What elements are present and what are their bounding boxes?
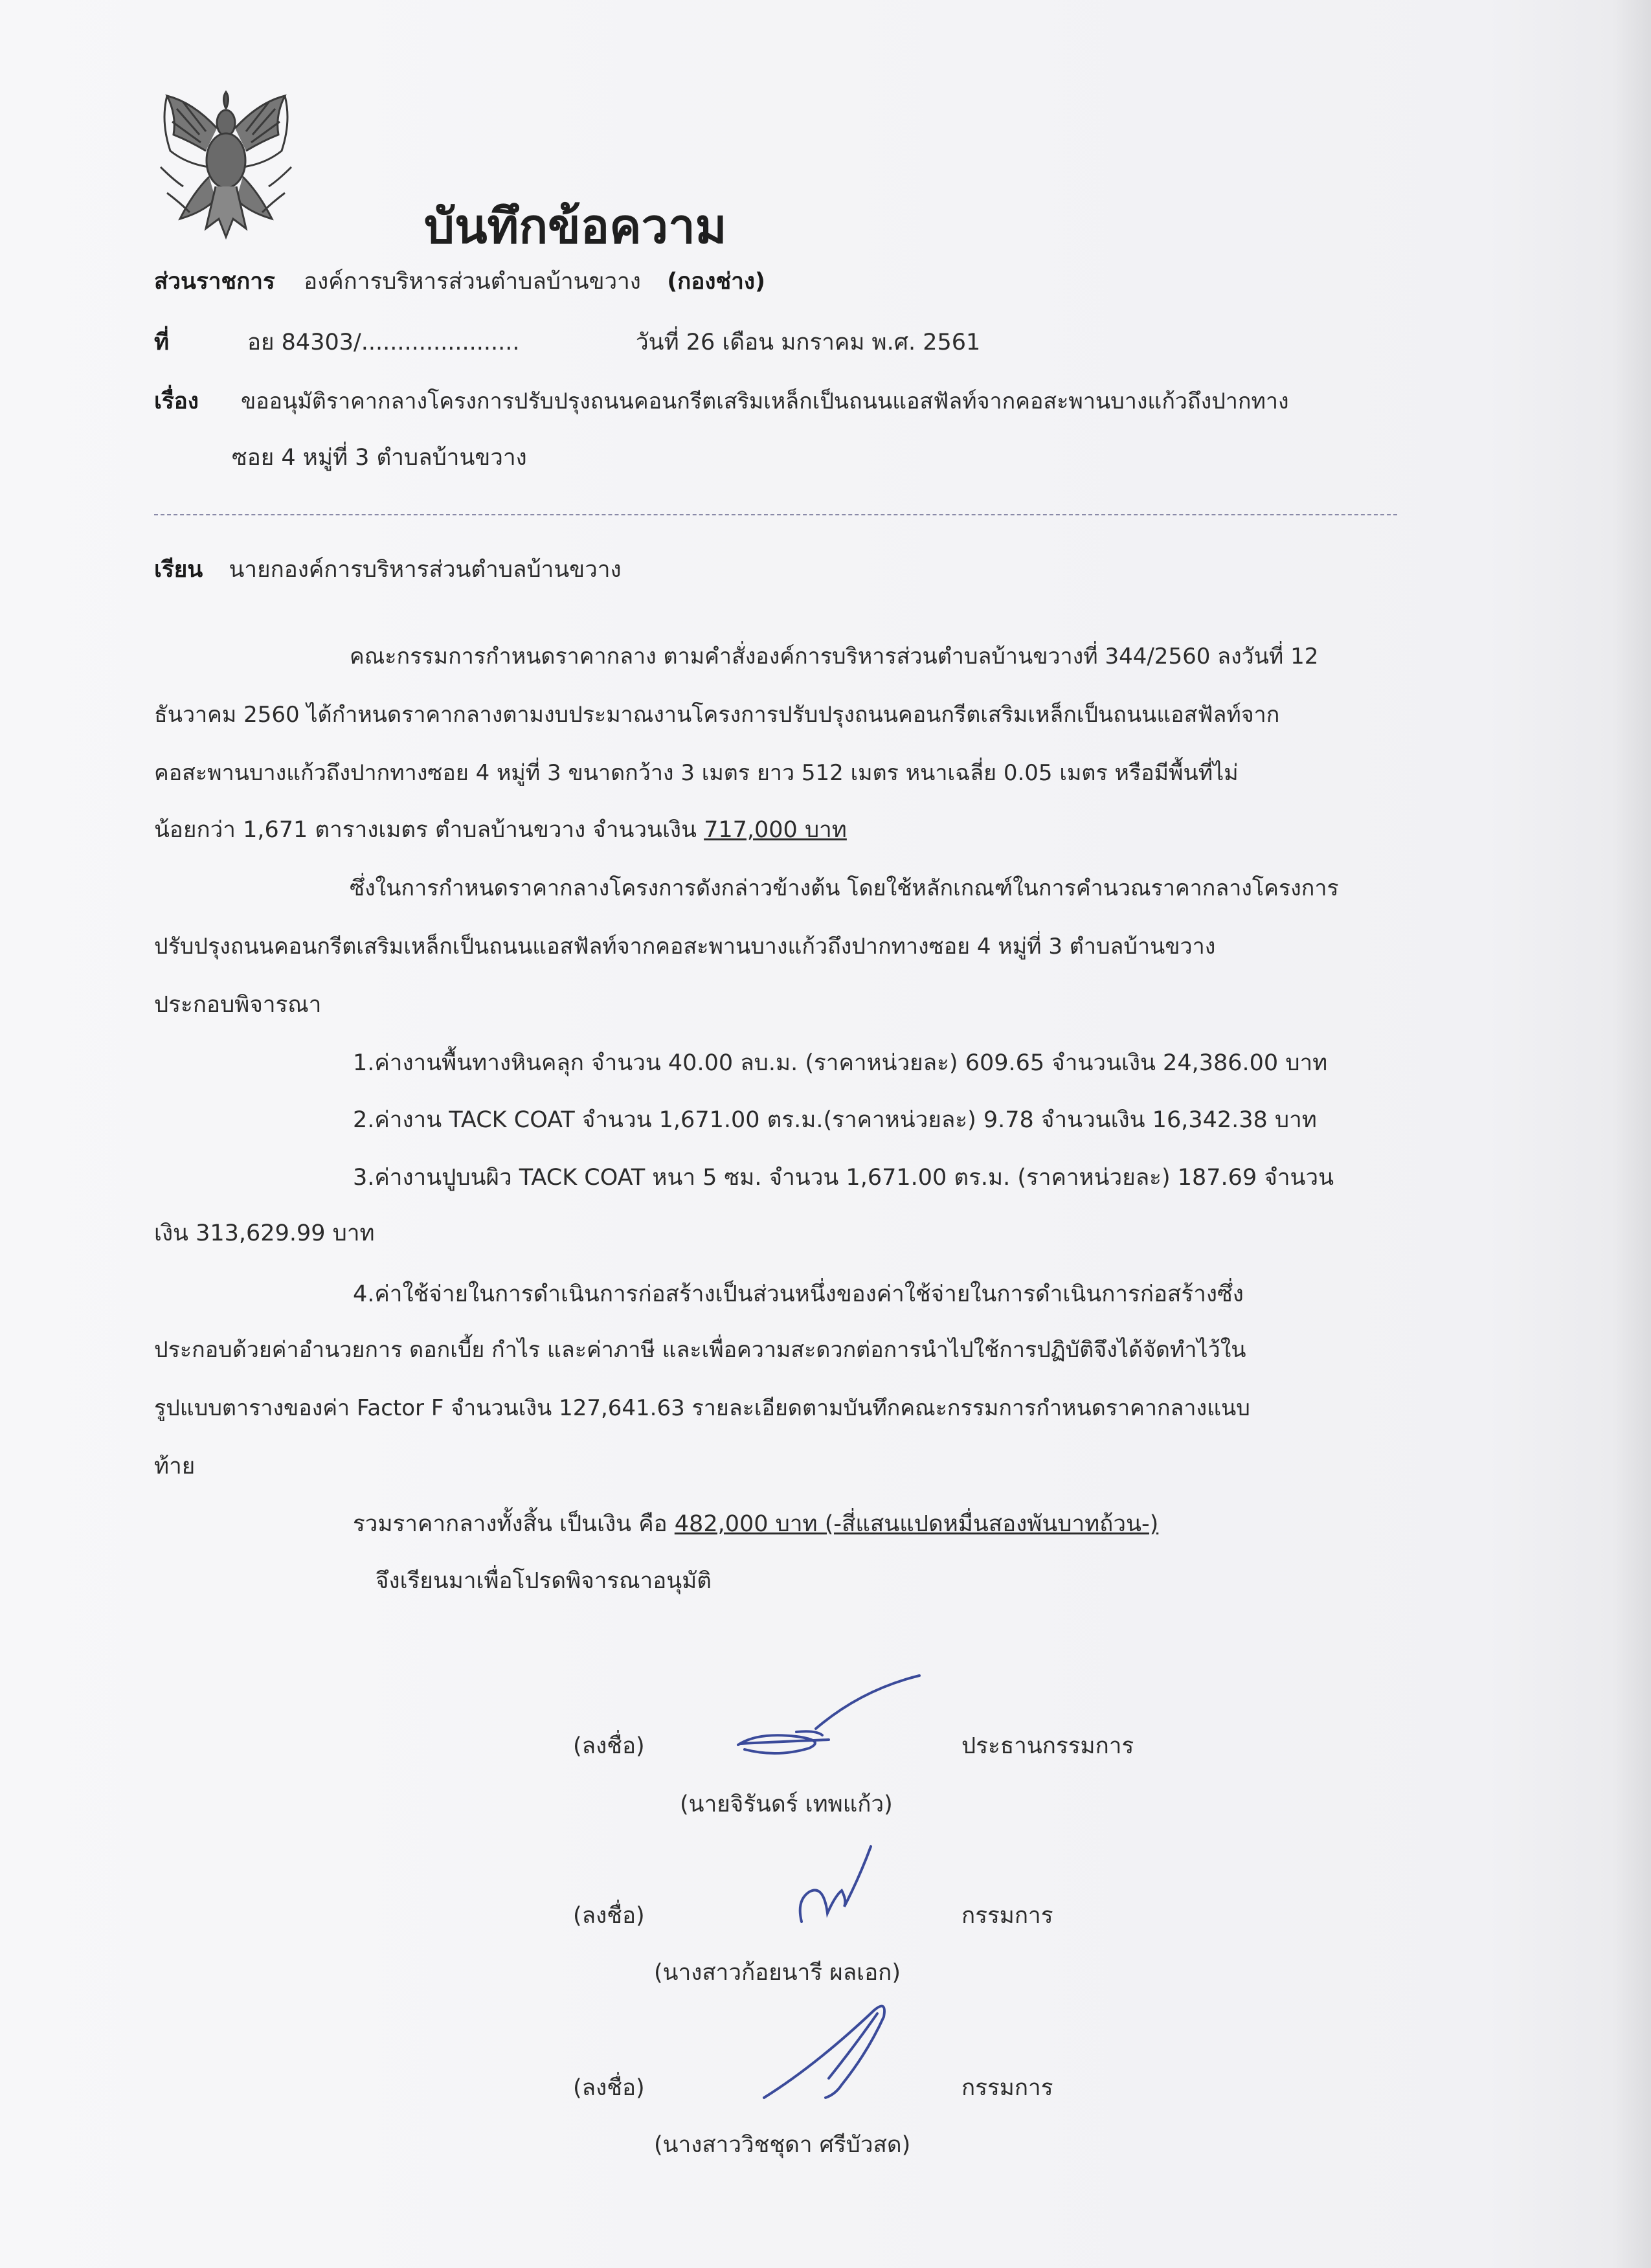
total-row <box>353 1513 1158 1536</box>
cost-item-2: 2.ค่างาน TACK COAT จำนวน 1,671.00 ตร.ม.(ราคาหน่วยละ) 9.78 จำนวนเงิน 16,342.38 บาท <box>353 1107 1317 1133</box>
recipient-value: นายกองค์การบริหารส่วนตำบลบ้านขวาง <box>229 557 622 583</box>
para1-line4 <box>154 819 847 842</box>
signature-2-mark <box>790 1839 881 1929</box>
memo-date: วันที่ 26 เดือน มกราคม พ.ศ. 2561 <box>636 330 981 355</box>
para1-line3: คอสะพานบางแก้วถึงปากทางซอย 4 หมู่ที่ 3 ขนาดกว้าง 3 เมตร ยาว 512 เมตร หนาเฉลี่ย 0.05 เมตร หรือมีพื้นที่ไม่ <box>154 760 1239 786</box>
subject-label: เรื่อง <box>154 388 199 414</box>
para2-line3: ประกอบพิจารณา <box>154 992 322 1018</box>
header-divider <box>154 514 1397 515</box>
agency-division: (กองช่าง) <box>667 269 765 295</box>
cost-item-4-line2: ประกอบด้วยค่าอำนวยการ ดอกเบี้ย กำไร และค่าภาษี และเพื่อความสะดวกต่อการนำไปใช้การปฏิบัติจึงได้จัดทำไว้ใน <box>154 1337 1246 1363</box>
signature-3-name: (นางสาววิชชุดา ศรีบัวสด) <box>654 2132 911 2158</box>
signature-3-role: กรรมการ <box>961 2075 1053 2101</box>
closing-line: จึงเรียนมาเพื่อโปรดพิจารณาอนุมัติ <box>376 1568 712 1594</box>
ref-number: อย 84303/...................... <box>247 330 520 355</box>
signature-2-name: (นางสาวก้อยนารี ผลเอก) <box>654 1960 901 1986</box>
garuda-emblem-icon <box>154 89 298 240</box>
original-budget-amount: 717,000 บาท <box>704 817 847 843</box>
recipient-label: เรียน <box>154 557 203 583</box>
cost-item-4-line3: รูปแบบตารางของค่า Factor F จำนวนเงิน 127,641.63 รายละเอียดตามบันทึกคณะกรรมการกำหนดราคากลางแนบ <box>154 1395 1250 1421</box>
page-title: บันทึกข้อความ <box>424 199 727 254</box>
signature-3-label: (ลงชื่อ) <box>573 2075 645 2101</box>
para2-line2: ปรับปรุงถนนคอนกรีตเสริมเหล็กเป็นถนนแอสฟัลท์จากคอสะพานบางแก้วถึงปากทางซอย 4 หมู่ที่ 3 ตำบลบ้านขวาง <box>154 934 1216 960</box>
para1-line2: ธันวาคม 2560 ได้กำหนดราคากลางตามงบประมาณงานโครงการปรับปรุงถนนคอนกรีตเสริมเหล็กเป็นถนนแอสฟัลท์จาก <box>154 702 1280 728</box>
signature-1-mark <box>719 1670 932 1768</box>
subject-line-1: ขออนุมัติราคากลางโครงการปรับปรุงถนนคอนกรีตเสริมเหล็กเป็นถนนแอสฟัลท์จากคอสะพานบางแก้วถึงปากทาง <box>241 388 1289 414</box>
signature-1-label: (ลงชื่อ) <box>573 1733 645 1759</box>
signature-1-name: (นายจิรันดร์ เทพแก้ว) <box>680 1791 893 1817</box>
para1-line4-text: น้อยกว่า 1,671 ตารางเมตร ตำบลบ้านขวาง จำนวนเงิน <box>154 817 704 843</box>
cost-item-4-line4: ท้าย <box>154 1454 196 1479</box>
recipient-row <box>154 559 622 581</box>
para1-line1: คณะกรรมการกำหนดราคากลาง ตามคำสั่งองค์การบริหารส่วนตำบลบ้านขวางที่ 344/2560 ลงวันที่ 12 <box>350 644 1319 669</box>
agency-label: ส่วนราชการ <box>154 269 275 295</box>
ref-label: ที่ <box>154 330 170 355</box>
subject-line-2: ซอย 4 หมู่ที่ 3 ตำบลบ้านขวาง <box>232 445 527 471</box>
signature-2-role: กรรมการ <box>961 1903 1053 1929</box>
cost-item-3-line1: 3.ค่างานปูบนผิว TACK COAT หนา 5 ซม. จำนวน 1,671.00 ตร.ม. (ราคาหน่วยละ) 187.69 จำนวน <box>353 1165 1334 1191</box>
signature-1-role: ประธานกรรมการ <box>961 1733 1134 1759</box>
total-amount: 482,000 บาท (-สี่แสนแปดหมื่นสองพันบาทถ้วน-) <box>674 1511 1159 1537</box>
agency-value: องค์การบริหารส่วนตำบลบ้านขวาง <box>304 269 641 295</box>
scan-edge-shadow <box>1612 0 1651 2268</box>
cost-item-4-line1: 4.ค่าใช้จ่ายในการดำเนินการก่อสร้างเป็นส่วนหนึ่งของค่าใช้จ่ายในการดำเนินการก่อสร้างซึ่ง <box>353 1281 1244 1307</box>
signature-2-label: (ลงชื่อ) <box>573 1903 645 1929</box>
cost-item-3-line2: เงิน 313,629.99 บาท <box>154 1220 375 1246</box>
signature-3-mark <box>758 2001 913 2104</box>
agency-row <box>154 271 765 293</box>
total-label: รวมราคากลางทั้งสิ้น เป็นเงิน คือ <box>353 1511 675 1537</box>
cost-item-1: 1.ค่างานพื้นทางหินคลุก จำนวน 40.00 ลบ.ม. (ราคาหน่วยละ) 609.65 จำนวนเงิน 24,386.00 บาท <box>353 1050 1328 1076</box>
para2-line1: ซึ่งในการกำหนดราคากลางโครงการดังกล่าวข้างต้น โดยใช้หลักเกณฑ์ในการคำนวณราคากลางโครงการ <box>350 875 1339 901</box>
